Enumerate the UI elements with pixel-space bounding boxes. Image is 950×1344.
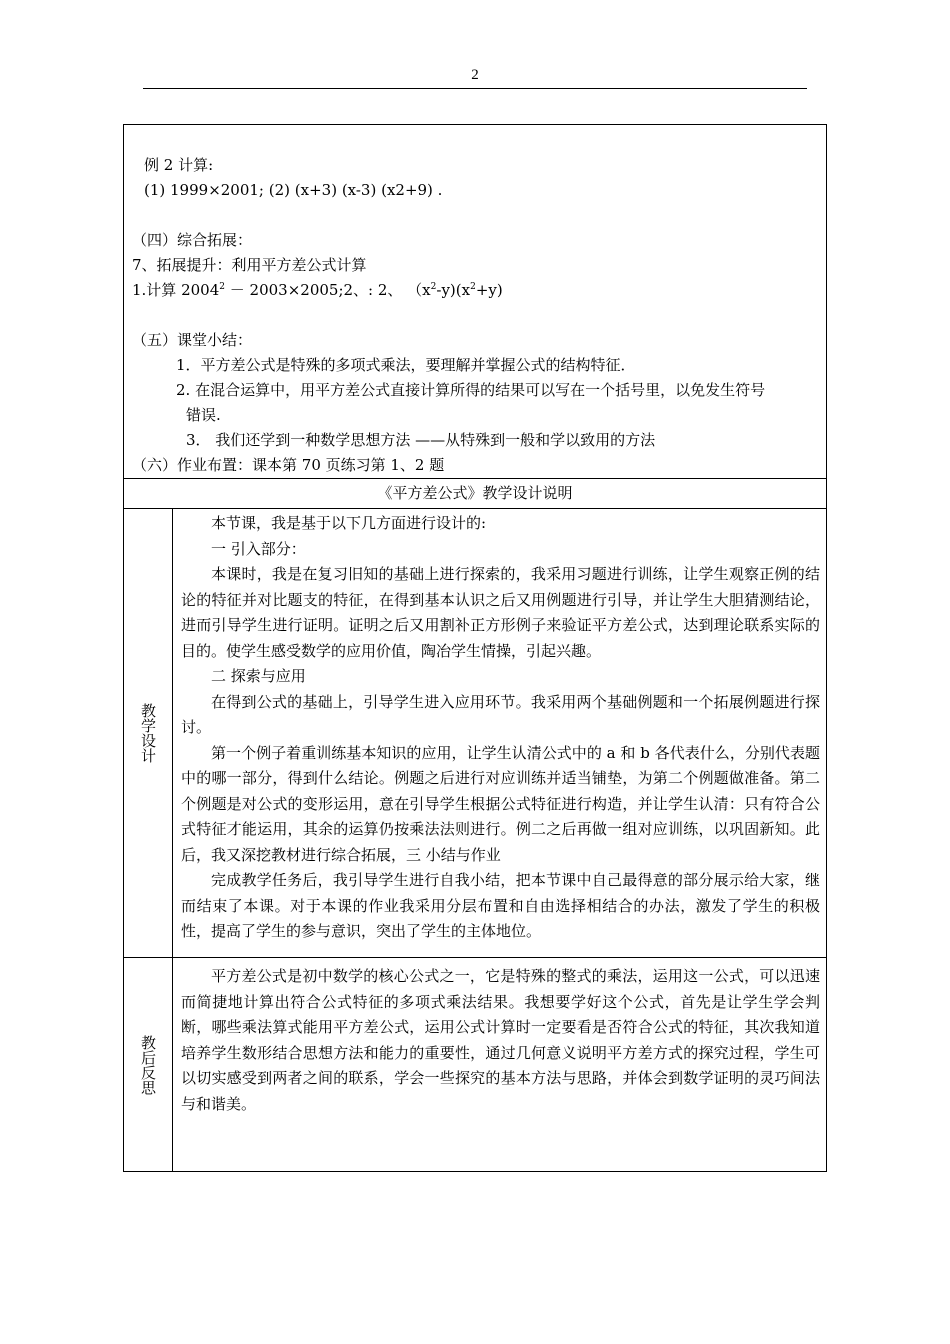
- reflection-paragraph-1: 平方差公式是初中数学的核心公式之一，它是特殊的整式的乘法，运用这一公式，可以迅速而简捷地计算出符合公式特征的多项式乘法结果。我想要学好这个公式，首先是让学生学会判断，哪些乘法算式能用平方差公式，运用公式计算时一定要看是否符合公式的特征，其次我知道培养学生数形结合思想方法和能力的重要性，通过几何意义说明平方差方式的探究过程，学生可以切实感受到两者之间的联系，学会一些探究的基本方法与思路，并体会到数学证明的灵巧间法与和谐美。: [181, 967, 820, 1113]
- design-paragraph-4: 二 探索与应用: [211, 667, 306, 685]
- design-content: [173, 509, 826, 957]
- summary-item-1: 1．平方差公式是特殊的多项式乘法，要理解并掌握公式的结构特征．: [176, 356, 636, 374]
- summary-item-3: 3． 我们还学到一种数学思想方法 ——从特殊到一般和学以致用的方法: [186, 431, 656, 449]
- reflection-content: [173, 958, 826, 1171]
- design-paragraph-2: 一 引入部分：: [211, 539, 306, 558]
- extension-exp-2: 2: [430, 282, 437, 292]
- extension-part-b: － 2003×2005;2、: 2、 （x: [225, 281, 431, 299]
- page-number: 2: [471, 67, 479, 83]
- design-paragraph-1: 本节课，我是基于以下几方面进行设计的:: [211, 514, 487, 532]
- section-5-title: （五）课堂小结：: [132, 331, 253, 349]
- design-label-cell: [124, 509, 173, 957]
- design-paragraph-3: 本课时，我是在复习旧知的基础上进行探索的，我采用习题进行训练，让学生观察正例的结论的特征并对比题支的特征，在得到基本认识之后又用例题进行引导，并让学生大胆猜测结论，进而引导学生进行证明。证明之后又用割补正方形例子来验证平方差公式，达到理论联系实际的目的。使学生感受数学的应用价值，陶冶学生情操，引起兴趣。: [181, 565, 820, 660]
- extension-part-d: -y)(x: [436, 281, 471, 299]
- reflection-row: [124, 958, 826, 1171]
- reflection-label-cell: [124, 958, 173, 1171]
- reflection-label: 教后反思: [139, 1034, 157, 1095]
- example-2-title: 例 2 计算:: [144, 156, 214, 174]
- extension-exp-1: 2: [219, 282, 225, 292]
- design-row: [124, 509, 826, 958]
- design-label: 教学设计: [139, 703, 157, 763]
- design-paragraph-7: 完成教学任务后，我引导学生进行自我小结，把本节课中自己最得意的部分展示给大家，继而结束了本课。对于本课的作业我采用分层布置和自由选择相结合的办法，激发了学生的积极性，提高了学生的参与意识，突出了学生的主体地位。: [181, 871, 820, 940]
- explanation-title: 《平方差公式》教学设计说明: [124, 479, 826, 509]
- summary-item-2-cont: 错误.: [186, 406, 221, 424]
- extension-part-a: 1.计算 2004: [132, 281, 220, 299]
- design-paragraph-5: 在得到公式的基础上，引导学生进入应用环节。我采用两个基础例题和一个拓展例题进行探讨。: [181, 692, 820, 736]
- extension-expression: [132, 278, 818, 303]
- header-rule: [143, 88, 807, 89]
- extension-part-f: +y): [475, 281, 503, 299]
- example-2-items: (1) 1999×2001; (2) (x+3) (x-3) (x2+9) .: [144, 181, 443, 199]
- extension-title: 7、拓展提升：利用平方差公式计算: [132, 256, 367, 274]
- summary-item-2: 2. 在混合运算中，用平方差公式直接计算所得的结果可以写在一个括号里，以免发生符号: [176, 381, 766, 399]
- section-4-title: （四）综合拓展：: [132, 231, 253, 249]
- extension-exp-3: 2: [470, 282, 476, 292]
- section-6-homework: （六）作业布置：课本第 70 页练习第 1、2 题: [132, 456, 445, 474]
- design-paragraph-6: 第一个例子着重训练基本知识的应用，让学生认清公式中的 a 和 b 各代表什么，分别代表题中的哪一部分，得到什么结论。例题之后进行对应训练并适当铺垫，为第二个例题做准备。第二个例题是对公式的变形运用，意在引导学生根据公式特征进行构造，并让学生认清：只有符合公式特征才能运用，其余的运算仍按乘法法则进行。例二之后再做一组对应训练，以巩固新知。此后，我又深挖教材进行综合拓展，三 小结与作业: [181, 743, 820, 864]
- lesson-table: [123, 124, 827, 1172]
- lesson-steps-cell: [124, 125, 826, 479]
